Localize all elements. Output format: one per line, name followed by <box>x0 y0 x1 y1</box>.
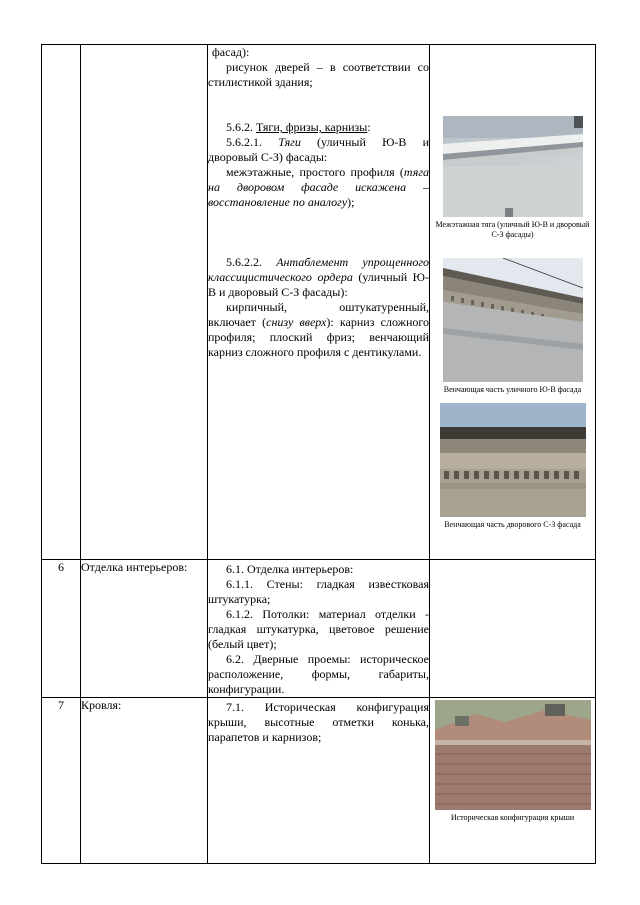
text-span: : <box>367 120 371 134</box>
text-paragraph: 6.1.1. Стены: гладкая известковая штукатурка; <box>208 577 429 606</box>
row-text-cell <box>208 45 430 560</box>
row-photo-cell <box>430 698 596 864</box>
photo-caption: Межэтажная тяга (уличный Ю-В и дворовый С-З фасады) <box>435 220 590 239</box>
row-label: Отделка интерьеров: <box>81 560 208 698</box>
subsection-heading <box>208 120 429 135</box>
text-paragraph: 7.1. Историческая конфигурация крыши, высотные отметки конька, парапетов и карнизов; <box>208 700 429 744</box>
text-span: 5.6.2.1. <box>226 135 279 149</box>
photo-roof-configuration <box>435 700 591 810</box>
text-paragraph <box>208 300 429 360</box>
text-span: (уличный Ю-В и дворовый С-З) фасады: <box>208 135 430 164</box>
text-span: Тяги <box>278 135 301 149</box>
text-span: ): карниз сложного профиля; плоский фриз; венчающий карниз сложного профиля с дентикулами. <box>208 315 429 359</box>
row-text-cell <box>208 698 430 864</box>
text-span: межэтажные, простого профиля ( <box>226 165 404 179</box>
requirements-table <box>41 44 596 864</box>
text-span: 5.6.2.2. <box>226 255 277 269</box>
text-paragraph <box>208 60 429 90</box>
photo-caption: Венчающая часть дворового С-З фасада <box>444 520 581 529</box>
text-span: Антаблемент упрощенного классицистического ордера <box>208 255 429 284</box>
row-text-cell <box>208 560 430 698</box>
photo-caption: Историческая конфигурация крыши <box>450 813 575 822</box>
text-paragraph <box>208 255 429 300</box>
photo-courtyard-facade-top <box>440 403 586 517</box>
text-span: (уличный Ю-В и дворовый С-З фасады): <box>208 270 429 299</box>
text-paragraph <box>208 165 429 210</box>
row-photo-cell <box>430 45 596 560</box>
row-number-cell <box>42 45 81 560</box>
text-span: тяга на дворовом фасаде искажена – восстановление по аналогу <box>208 165 429 209</box>
text-paragraph <box>208 45 429 60</box>
text-span: фасад): <box>212 45 250 59</box>
table-row <box>42 698 596 864</box>
table-row <box>42 560 596 698</box>
text-span: рисунок дверей – в соответствии со стилистикой здания; <box>208 60 429 89</box>
text-span: 5.6.2. <box>226 120 256 134</box>
row-label: Кровля: <box>81 698 208 864</box>
text-paragraph: 6.1. Отделка интерьеров: <box>226 562 354 576</box>
photo-caption: Венчающая часть уличного Ю-В фасада <box>443 385 582 394</box>
photo-interstorey-cornice <box>443 116 583 217</box>
text-paragraph: 6.1.2. Потолки: материал отделки - гладкая штукатурка, цветовое решение (белый цвет); <box>208 607 429 651</box>
text-span: ); <box>347 195 355 209</box>
table-row <box>42 45 596 560</box>
row-number: 7 <box>42 698 81 864</box>
text-paragraph: 6.2. Дверные проемы: историческое расположение, формы, габариты, конфигурации. <box>208 652 429 696</box>
photo-street-facade-top <box>443 258 583 382</box>
text-span: снизу вверх <box>266 315 327 329</box>
text-span: кирпичный, оштукатуренный, включает ( <box>208 300 429 329</box>
row-label-cell <box>81 45 208 560</box>
text-span: Тяги, фризы, карнизы <box>256 120 368 134</box>
row-photo-cell <box>430 560 596 698</box>
text-paragraph <box>208 135 429 165</box>
row-number: 6 <box>42 560 81 698</box>
